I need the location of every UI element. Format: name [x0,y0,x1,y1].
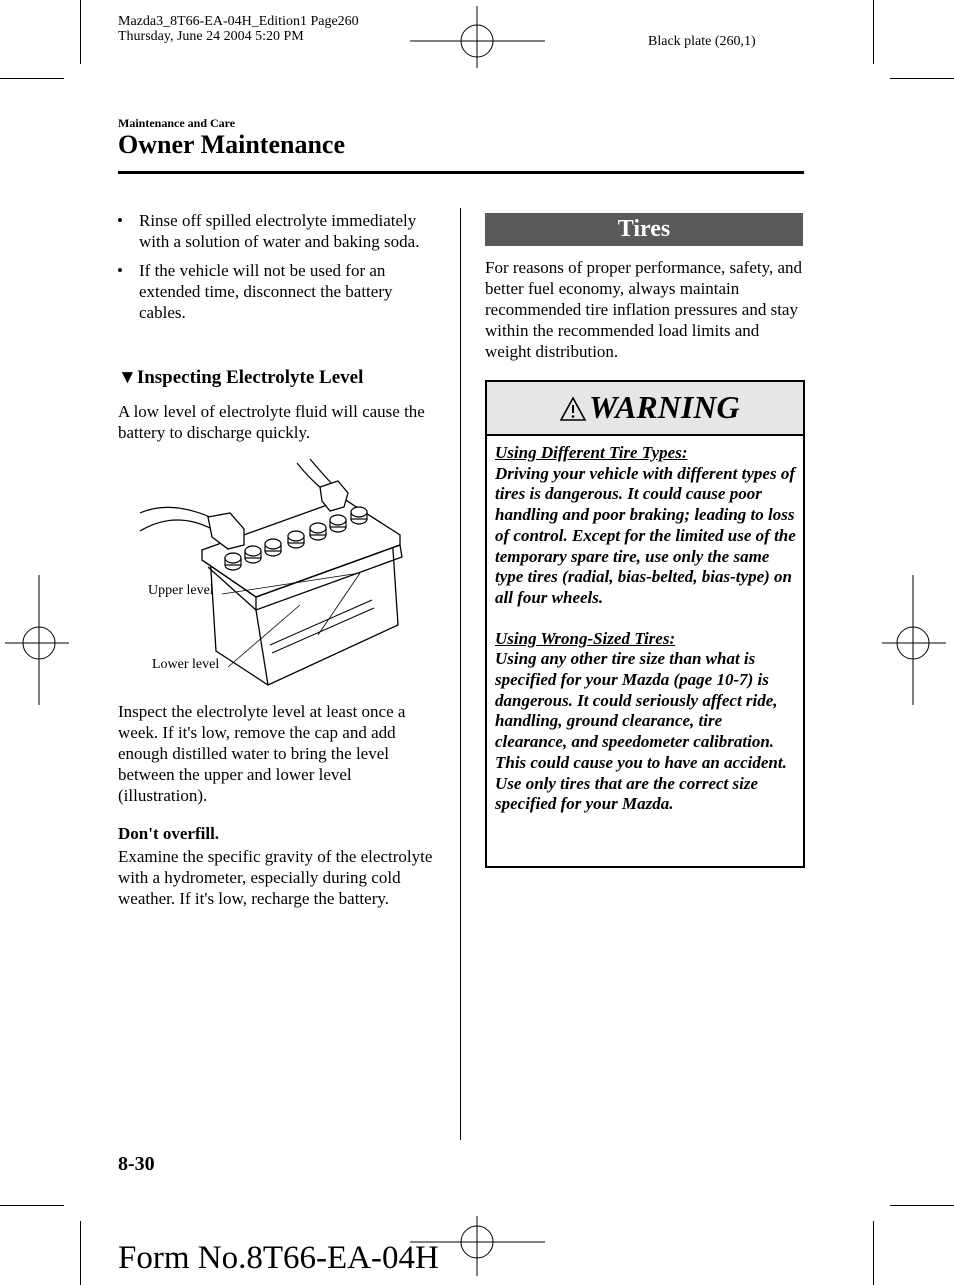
warning-item2-heading: Using Wrong-Sized Tires: [495,628,676,648]
list-item [118,260,438,323]
paragraph-specific-gravity: Examine the specific gravity of the electrolyte with a hydrometer, especially during cold weather. If it's low, recharge the battery. [118,847,433,908]
lower-level-label: Lower level [152,657,220,672]
warning-item1-heading: Using Different Tire Types: [495,443,688,462]
print-header-date: Thursday, June 24 2004 5:20 PM [118,29,304,44]
print-header [118,14,359,44]
triangle-marker-icon: ▼ [118,367,137,388]
print-header-file: Mazda3_8T66-EA-04H_Edition1 Page260 [118,14,359,29]
tires-heading: Tires [485,213,803,246]
warning-header [487,382,803,436]
page-title: Owner Maintenance [118,130,345,159]
column-divider [460,208,461,1140]
paragraph-intro: A low level of electrolyte fluid will cause the battery to discharge quickly. [118,402,425,442]
page-number: 8-30 [118,1153,155,1175]
section-label: Maintenance and Care [118,116,236,130]
battery-diagram [130,455,415,690]
bullet-list [118,210,438,331]
subheading-text: Inspecting Electrolyte Level [136,367,364,388]
subheading [118,367,363,389]
warning-item1-text: Driving your vehicle with different types of tires is dangerous. It could cause poor handling and poor braking; leading to loss of control. Except for the limited use of the temporary spare tire, use only the same type tires (radial, bias-belted, bias-type) on all four wheels. [495,463,796,607]
registration-mark-right [882,575,946,705]
list-item [118,210,438,252]
paragraph-inspect: Inspect the electrolyte level at least once a week. If it's low, remove the cap and add enough distilled water to bring the level between the upper and lower level (illustration). [118,702,406,805]
bullet-icon: • [117,261,123,280]
plate-label: Black plate (260,1) [648,34,756,49]
list-item-text: Rinse off spilled electrolyte immediately with a solution of water and baking soda. [139,211,420,251]
bullet-icon: • [117,211,123,230]
tires-paragraph: For reasons of proper performance, safety, and better fuel economy, always maintain recommended tire inflation pressures and stay within the recommended load limits and weight distribution. [485,258,803,361]
list-item-text: If the vehicle will not be used for an extended time, disconnect the battery cables. [139,261,393,322]
warning-title: WARNING [589,389,740,425]
warning-body [495,443,797,815]
form-number: Form No.8T66-EA-04H [118,1240,439,1276]
warning-triangle-icon [559,396,587,422]
warning-box [485,380,805,868]
warning-item2-text: Using any other tire size than what is specified for your Mazda (page 10-7) is dangerous. It could seriously affect ride, handling, ground clearance, tire clearance, and speedometer calibration. This could cause you to have an accident. Use only tires that are the correct size specified for your Mazda. [495,649,787,814]
registration-mark-top [410,6,545,68]
upper-level-label: Upper level [148,583,214,598]
title-rule [118,171,804,174]
registration-mark-left [5,575,69,705]
overfill-heading: Don't overfill. [118,824,220,843]
